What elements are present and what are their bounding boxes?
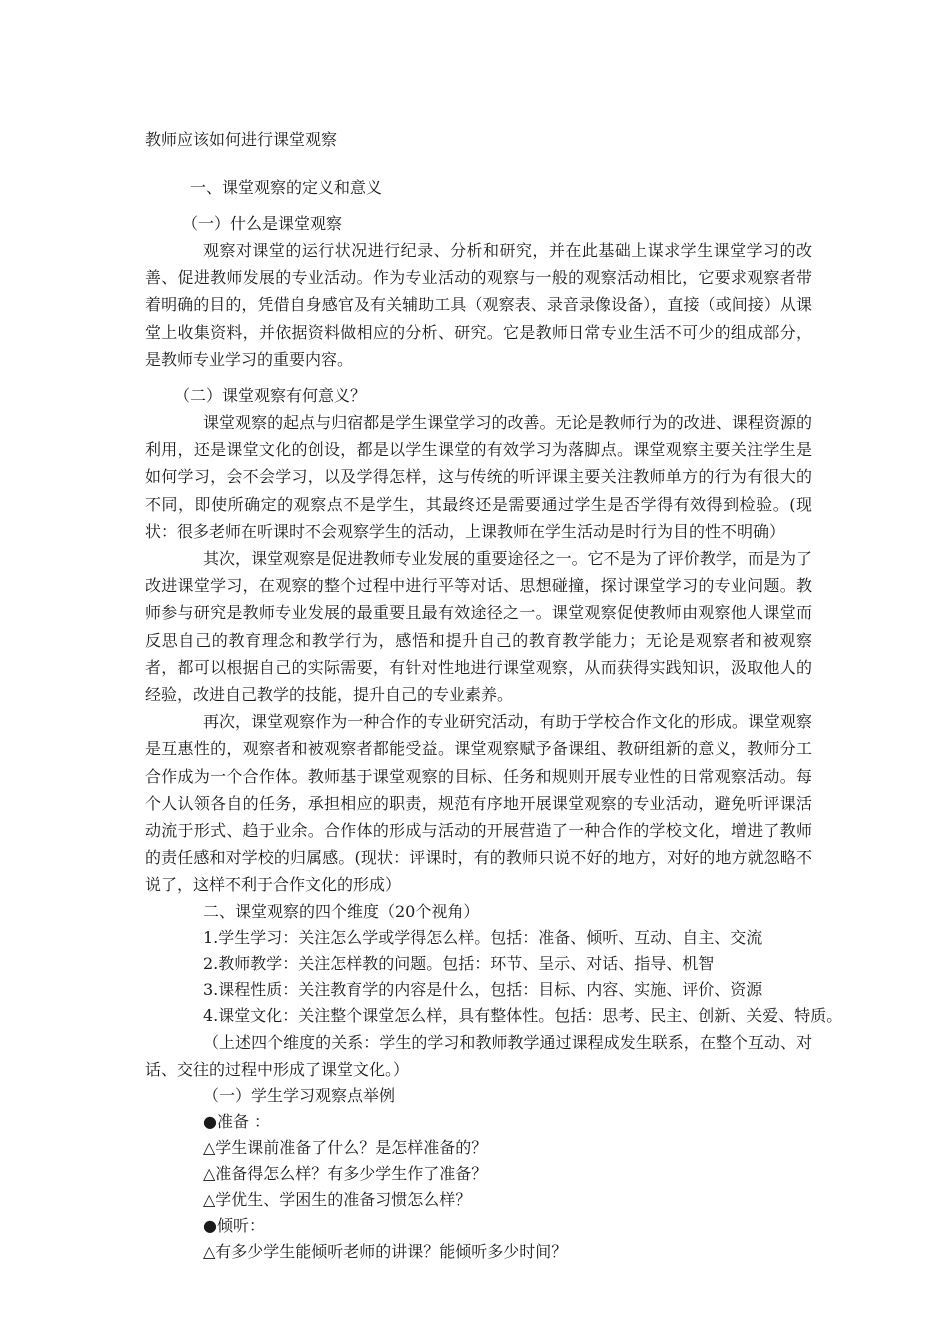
observation-question: △有多少学生能倾听老师的讲课？能倾听多少时间？ [203, 1242, 568, 1262]
dimension-item: 3.课程性质：关注教育学的内容是什么，包括：目标、内容、实施、评价、资源 [203, 979, 763, 999]
subsection-heading-what-is: （一）什么是课堂观察 [182, 214, 343, 233]
dimension-item: 1.学生学习：关注怎么学或学得怎么样。包括：准备、倾听、互动、自主、交流 [203, 927, 763, 947]
subsection-heading-student-learning: （一）学生学习观察点举例 [203, 1086, 396, 1106]
observation-point-preparation: ●准备 ： [203, 1112, 271, 1132]
paragraph-significance-3: 再次，课堂观察作为一种合作的专业研究活动，有助于学校合作文化的形成。课堂观察是互惠性的，观察者和被观察者都能受益。课堂观察赋予备课组、教研组新的意义，教师分工合作成为一个合作体。教师基于课堂观察的目标、任务和规则开展专业性的日常观察活动。每个人认领各自的任务，承担相应的职责，规范有序地开展课堂观察的专业活动，避免听评课活动流于形式、趋于业余。合作体的形成与活动的开展营造了一种合作的学校文化，增进了教师的责任感和对学校的归属感。(现状：评课时，有的教师只说不好的地方，对好的地方就忽略不说了，这样不利于合作文化的形成） [145, 712, 812, 895]
paragraph-definition: 观察对课堂的运行状况进行纪录、分析和研究，并在此基础上谋求学生课堂学习的改善、促进教师发展的专业活动。作为专业活动的观察与一般的观察活动相比，它要求观察者带着明确的目的，凭借自身感官及有关辅助工具（观察表、录音录像设备），直接（或间接）从课堂上收集资料，并依据资料做相应的分析、研究。它是教师日常专业生活不可少的组成部分，是教师专业学习的重要内容。 [145, 241, 812, 369]
document-title: 教师应该如何进行课堂观察 [145, 130, 338, 149]
observation-question: △学优生、学困生的准备习惯怎么样？ [203, 1190, 472, 1210]
dimension-item: 4.课堂文化：关注整个课堂怎么样，具有整体性。包括：思考、民主、创新、关爱、特质。 [203, 1005, 843, 1025]
section-heading-1: 一、课堂观察的定义和意义 [190, 178, 383, 197]
paragraph-significance-1: 课堂观察的起点与归宿都是学生课堂学习的改善。无论是教师行为的改进、课程资源的利用，还是课堂文化的创设，都是以学生课堂的有效学习为落脚点。课堂观察主要关注学生是如何学习，会不会学习，以及学得怎样，这与传统的听评课主要关注教师单方的行为有很大的不同，即使所确定的观察点不是学生，其最终还是需要通过学生是否学得有效得到检验。(现状：很多老师在听课时不会观察学生的活动，上课教师在学生活动是时行为目的性不明确） [145, 413, 812, 541]
observation-question: △学生课前准备了什么？是怎样准备的？ [203, 1138, 488, 1158]
section-heading-2: 二、课堂观察的四个维度（20个视角） [203, 901, 480, 921]
document-body [145, 127, 843, 1265]
dimension-item: 2.教师教学：关注怎样教的问题。包括：环节、呈示、对话、指导、机智 [203, 953, 715, 973]
subsection-heading-significance: （二）课堂观察有何意义？ [174, 386, 367, 406]
dimensions-relationship-note: （上述四个维度的关系：学生的学习和教师教学通过课程成发生联系，在整个互动、对话、交往的过程中形成了课堂文化。） [145, 1032, 812, 1079]
observation-question: △准备得怎么样？有多少学生作了准备？ [203, 1164, 488, 1184]
observation-point-listening: ●倾听： [203, 1216, 265, 1236]
paragraph-significance-2: 其次，课堂观察是促进教师专业发展的重要途径之一。它不是为了评价教学，而是为了改进课堂学习，在观察的整个过程中进行平等对话、思想碰撞，探讨课堂学习的专业问题。教师参与研究是教师专业发展的最重要且最有效途径之一。课堂观察促使教师由观察他人课堂而反思自己的教育理念和教学行为，感悟和提升自己的教育教学能力；无论是观察者和被观察者，都可以根据自己的实际需要，有针对性地进行课堂观察，从而获得实践知识，汲取他人的经验，改进自己教学的技能，提升自己的专业素养。 [145, 549, 812, 705]
